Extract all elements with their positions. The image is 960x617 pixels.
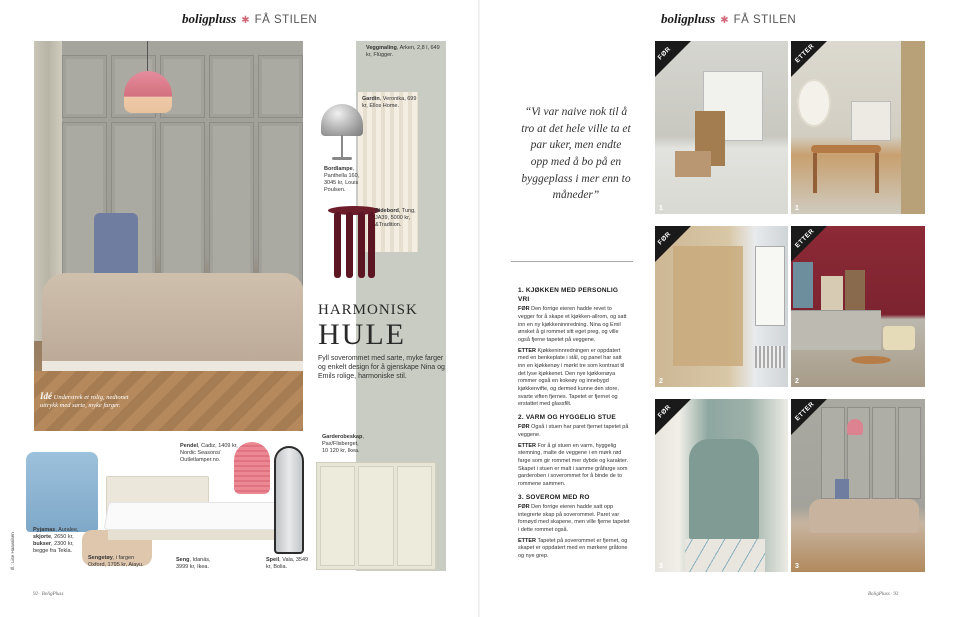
caption-side-table: Sidebord, Tung, JA39, 5000 kr, &Tradition. xyxy=(375,208,416,229)
table-lamp-stem xyxy=(341,135,343,157)
bedroom-photo xyxy=(34,41,303,431)
star-icon: ✱ xyxy=(720,15,729,26)
paragraph: FØR Den forrige eieren hadde satt opp integrerte skap på soverommet. Paret var fornøyd med skapene, men ville fjerne tapetet i dette rommet også. xyxy=(518,503,630,533)
paragraph: ETTER For å gi stuen en varm, hyggelig stemning, malte de veggene i en mørk rød farge som gir rommet mer dybde og karakter. Skapet i stuen er malt i samme gråfarge som garderoben i soverommet for å binde de to rommene sammen. xyxy=(518,442,629,488)
bed-frame xyxy=(42,361,303,371)
photo-caption-lead: Idé xyxy=(40,391,52,401)
magazine-brand: boligpluss xyxy=(661,11,716,26)
caption-pendant: Pendel, Cadiz, 1409 kr, Nordic Seasons/ Outletlamper.no. xyxy=(180,443,238,464)
photo-number: 2 xyxy=(795,378,799,385)
mirror-product xyxy=(274,446,304,554)
page-header-right xyxy=(661,11,796,27)
photo-caption-text: Understrek et rolig, nedtonet uttrykk med sarte, myke farger. xyxy=(40,394,129,410)
star-icon: ✱ xyxy=(241,15,250,26)
wardrobe-product xyxy=(316,462,436,570)
photo-number: 3 xyxy=(659,563,663,570)
feature-title-small: HARMONISK xyxy=(318,302,418,318)
section-heading: 3. SOVEROM MED RO xyxy=(518,493,590,501)
shirt-illustration xyxy=(94,213,138,279)
section-heading: 2. VARM OG HYGGELIG STUE xyxy=(518,414,616,422)
before-badge: FØR xyxy=(655,226,695,266)
pajamas-product xyxy=(26,452,98,532)
after-badge: ETTER xyxy=(791,41,831,81)
page-header xyxy=(182,11,317,27)
feature-title-block xyxy=(318,302,448,382)
photo-number: 1 xyxy=(795,205,799,212)
paragraph: FØR Også i stuen har paret fjernet tapetet på veggene. xyxy=(518,424,629,438)
before-badge: FØR xyxy=(655,41,695,81)
feature-title-big: HULE xyxy=(318,318,406,351)
pull-quote: “Vi var naive nok til å tro at det hele ville ta et par uker, men endte opp med å bo på en byggeplass i mer enn to måneder” xyxy=(521,106,631,202)
section-heading: 1. KJØKKEN MED PERSONLIG VRI xyxy=(518,287,619,304)
pendant-product xyxy=(234,442,270,494)
page-folio-right: BoligPluss · 93 xyxy=(868,592,899,597)
photo-number: 1 xyxy=(659,205,663,212)
after-photo-bedroom xyxy=(791,399,925,572)
caption-paint: Veggmaling, Arken, 2,8 l, 649 kr, Flügger. xyxy=(366,45,440,59)
before-badge: FØR xyxy=(655,399,695,439)
caption-table-lamp: Bordlampe, Panthella 160, 3045 kr, Louis Poulsen. xyxy=(324,166,360,194)
bed-illustration xyxy=(42,273,303,369)
section-title: FÅ STILEN xyxy=(254,14,318,26)
paragraph: FØR Den forrige eieren hadde revet to vegger for å skape et kjøkken-allrom, og satt inn en ny kjøkkeninnredning. Nina og Emil ønsket å gi rommet sitt eget preg, og ville også fjerne tapetet på veggene. xyxy=(518,306,627,343)
caption-pajamas: Pyjamas, Auralee, skjorte, 2650 kr, bukser, 2300 kr, begge fra Tekla. xyxy=(33,527,79,555)
illustration-credit: Ill.: Lise Haavalsen xyxy=(10,532,15,570)
photo-caption xyxy=(40,391,130,410)
page-folio-left: 92 · BoligPluss xyxy=(33,592,64,597)
after-photo-kitchen xyxy=(791,41,925,214)
section-title: FÅ STILEN xyxy=(733,14,797,26)
magazine-brand: boligpluss xyxy=(182,11,237,26)
caption-wardrobe: Garderobeskap, Pax/Flisberget, 10 120 kr, Ikea. xyxy=(322,434,364,455)
table-lamp-base xyxy=(332,157,352,160)
photo-number: 2 xyxy=(659,378,663,385)
paragraph: ETTER Tapetet på soverommet er fjernet, og skapet er oppdatert med en mørkere gråtone og nye grep. xyxy=(518,537,628,559)
after-badge: ETTER xyxy=(791,399,831,439)
caption-bed: Seng, Idanäs, 3999 kr, Ikea. xyxy=(176,557,211,571)
pendant-lamp-illustration xyxy=(124,71,172,113)
after-photo-living xyxy=(791,226,925,387)
article-body xyxy=(518,282,630,564)
feature-subtitle: Fyll soverommet med sarte, myke farger og enkelt design for å gjenskape Nina og Emils rolige, harmoniske stil. xyxy=(318,354,445,381)
caption-curtain: Gardin, Veronika, 699 kr, Ellos Home. xyxy=(362,96,417,110)
caption-bedding: Sengetøy, i fargen Oxford, 1795 kr, Aiayu. xyxy=(88,555,144,569)
side-table-product xyxy=(328,206,380,280)
divider-rule xyxy=(511,261,633,262)
photo-number: 3 xyxy=(795,563,799,570)
paragraph: ETTER Kjøkkeninnredningen er oppdatert med en benkeplate i stål, og panel har satt inn en kjøkkenøy i mørkt tre som kontrast til det lyse kjøkkenet. Den nye kjøkkenøya rommer også en kokeøy og innebygd kjøkkenvifte, og dermed kunne den store, svarte viften fjernes. Tapetet er fjernet og erstattet med glassfilt. xyxy=(518,347,625,408)
lamp-cord xyxy=(147,41,148,71)
before-photo-kitchen xyxy=(655,41,788,214)
caption-mirror: Speil, Vala, 3549 kr, Bolia. xyxy=(266,557,309,571)
before-photo-living xyxy=(655,226,788,387)
before-photo-bedroom xyxy=(655,399,788,572)
after-badge: ETTER xyxy=(791,226,831,266)
